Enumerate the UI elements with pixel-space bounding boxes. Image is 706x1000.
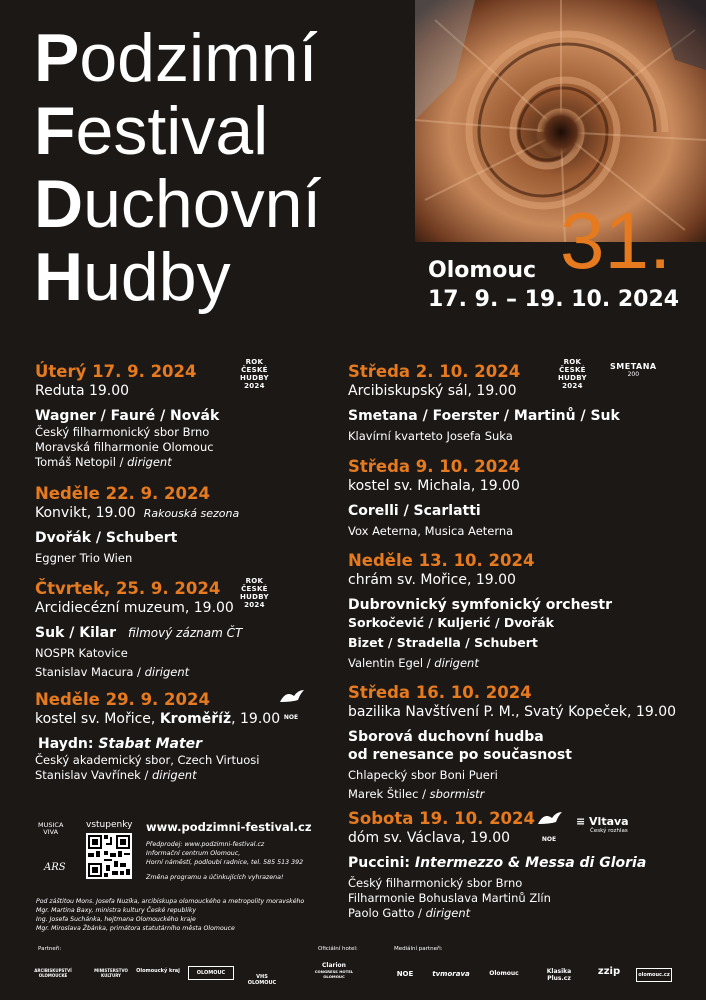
event-performer: Klavírní kvarteto Josefa Suka [348,429,513,443]
event-conductor: Stanislav Macura / dirigent [35,665,190,679]
event-performer: Vox Aeterna, Musica Aeterna [348,524,514,538]
event-venue: Arcibiskupský sál, 19.00 [348,383,517,399]
media-label: Mediální partneři: [394,946,443,952]
ars-logo: ARS [44,862,66,873]
event-composers: Puccini: Intermezzo & Messa di Gloria [348,855,647,871]
rok-ceske-hudby-badge: ROK ČESKÉ HUDBY 2024 [558,358,587,390]
noe-logo: NOE [276,688,306,721]
event-date: Středa 16. 10. 2024 [348,683,532,702]
event-conductor: Valentin Egel / dirigent [348,656,479,670]
event-composers: Suk / Kilar filmový záznam ČT [35,625,243,641]
event-venue: bazilika Navštívení P. M., Svatý Kopeček, 19.00 [348,704,677,720]
event-conductor: Marek Štilec / sbormistr [348,787,485,801]
partners-label: Partneři: [38,946,62,952]
event-composers: Sborová duchovní hudba [348,729,544,745]
event-performer: Moravská filharmonie Olomouc [35,440,214,454]
event-conductor: Stanislav Vavřínek / dirigent [35,768,197,782]
event-performer: Filharmonie Bohuslava Martinů Zlín [348,891,551,905]
title-line-1: Podzimní [34,20,318,96]
event-venue: kostel sv. Michala, 19.00 [348,478,520,494]
festival-city: Olomouc [428,258,537,283]
event-3 [35,578,242,680]
noe-logo: NOE [534,810,564,843]
event-performer: Český filharmonický sbor Brno [348,876,523,890]
event-composers: Wagner / Fauré / Novák [35,408,220,424]
media-logo: tvmorava [432,970,470,978]
event-date: Čtvrtek, 25. 9. 2024 [35,579,221,598]
event-2 [35,483,239,566]
partner-logo-strip [0,940,706,1000]
title-line-3: Duchovní [34,166,322,242]
event-date: Středa 9. 10. 2024 [348,457,521,476]
vltava-logo: ≡ Vltava Český rozhlas [576,815,629,834]
event-venue: Konvikt, 19.00 Rakouská sezona [35,505,240,521]
event-composers: Dubrovnický symfonický orchestr [348,597,612,613]
media-logo: zzip [597,966,621,977]
event-composers: Corelli / Scarlatti [348,503,481,519]
event-venue: kostel sv. Mořice, Kroměříž, 19.00 [35,711,281,727]
event-venue: dóm sv. Václava, 19.00 [348,830,511,846]
event-composers: Smetana / Foerster / Martinů / Suk [348,408,620,424]
event-date: Středa 2. 10. 2024 [348,362,521,381]
title-line-2: Festival [34,93,269,169]
media-logo: NOE [396,970,414,978]
festival-dates: 17. 9. – 19. 10. 2024 [428,287,680,312]
edition-number: 31. [560,196,672,285]
vltava-icon: ≡ [576,815,590,828]
festival-title [34,22,321,314]
rok-ceske-hudby-badge: ROK ČESKÉ HUDBY 2024 [240,358,269,390]
media-logo: Klasika Plus.cz [546,968,572,982]
event-6 [348,456,520,539]
event-conductor: Paolo Gatto / dirigent [348,906,471,920]
event-date: Úterý 17. 9. 2024 [35,362,197,381]
event-8 [348,682,676,802]
smetana-200-logo: SMETANA 200 [610,362,657,378]
event-performer: Eggner Trio Wien [35,551,133,565]
event-date: Sobota 19. 10. 2024 [348,809,536,828]
event-venue: chrám sv. Mořice, 19.00 [348,572,516,588]
event-conductor: Tomáš Netopil / dirigent [35,455,172,469]
event-composers: Bizet / Stradella / Schubert [348,635,538,650]
event-date: Neděle 13. 10. 2024 [348,551,535,570]
partner-logo: ARCIBISKUPSTVÍ OLOMOUCKÉ [34,968,72,978]
rok-ceske-hudby-badge: ROK ČESKÉ HUDBY 2024 [240,577,269,609]
partner-logo: VHS OLOMOUC [247,974,277,986]
partner-logo: OLOMOUC [188,966,234,980]
event-composers: Haydn: Stabat Mater [38,736,203,752]
event-1 [35,361,219,470]
media-logo: Olomouc [489,970,519,977]
hotel-logo: Clarion CONGRESS HOTEL OLOMOUC [314,962,354,979]
qr-code-icon[interactable] [86,833,132,879]
media-logo: olomouc.cz [636,968,672,982]
festival-website-link[interactable]: www.podzimni-festival.cz [146,820,312,834]
event-venue: Reduta 19.00 [35,383,130,399]
title-line-4: Hudby [34,239,231,315]
musica-viva-logo: MUSICA VIVA [38,821,64,836]
event-date: Neděle 29. 9. 2024 [35,690,210,709]
ticket-info: Předprodej: www.podzimni-festival.cz Informační centrum Olomouc, Horní náměstí, podloubí radnice, tel. 585 513 392 Změna programu a účinkujících vyhrazena! [146,841,304,881]
event-venue: Arcidiecézní muzeum, 19.00 [35,600,234,616]
partner-logo: Olomoucký kraj [136,968,180,974]
event-performer: Chlapecký sbor Boni Pueri [348,768,498,782]
event-composers: Sorkočević / Kuljerić / Dvořák [348,615,554,630]
patronage-text: Pod záštitou Mons. Josefa Nuzíka, arcibiskupa olomouckého a metropolity moravského Mgr. Martina Baxy, ministra kultury České republiky Ing. Josefa Suchánka, hejtmana Olomouckého kraje Mgr. Miroslava Žbánka, primátora statutárního města Olomouce [36,898,305,932]
tickets-label: vstupenky [86,820,133,830]
partner-logo: MINISTERSTVO KULTURY [94,968,128,978]
event-performer: NOSPR Katovice [35,646,128,660]
event-composers: Dvořák / Schubert [35,530,178,546]
event-7 [348,550,612,671]
event-date: Neděle 22. 9. 2024 [35,484,210,503]
event-performer: Český akademický sbor, Czech Virtuosi [35,753,260,767]
hotel-label: Oficiální hotel: [318,946,358,952]
event-4 [35,689,280,783]
event-composers: od renesance po současnost [348,747,572,763]
event-performer: Český filharmonický sbor Brno [35,425,210,439]
